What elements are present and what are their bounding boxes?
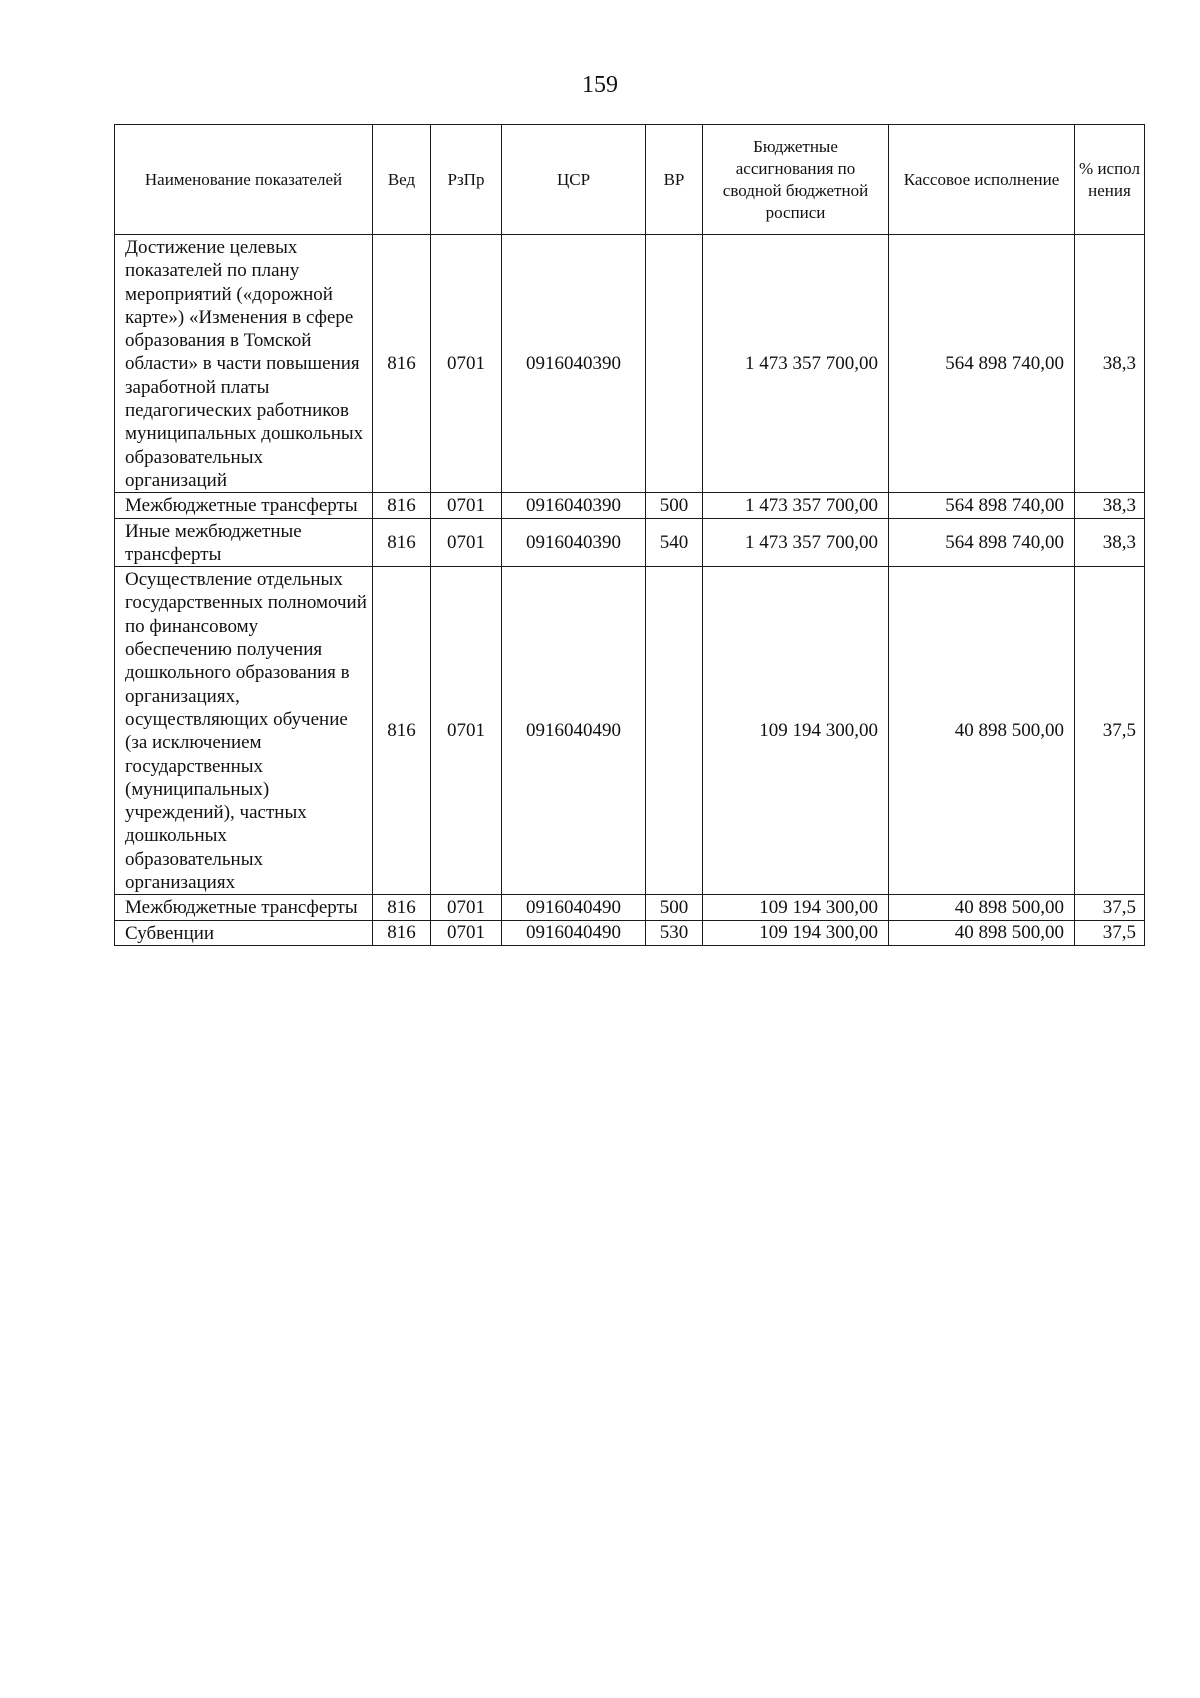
- header-plan: Бюджетные ассигнования по сводной бюджетной росписи: [703, 125, 889, 235]
- cell-plan: 109 194 300,00: [703, 567, 889, 895]
- cell-exec: 564 898 740,00: [889, 493, 1075, 518]
- header-exec: Кассовое исполнение: [889, 125, 1075, 235]
- cell-exec: 564 898 740,00: [889, 518, 1075, 567]
- cell-pct: 37,5: [1075, 920, 1145, 945]
- cell-exec: 40 898 500,00: [889, 895, 1075, 920]
- cell-name: Межбюджетные трансферты: [115, 493, 373, 518]
- table-row: [115, 895, 1145, 920]
- header-pct: % испол нения: [1075, 125, 1145, 235]
- cell-plan: 1 473 357 700,00: [703, 493, 889, 518]
- cell-pct: 37,5: [1075, 567, 1145, 895]
- cell-ved: 816: [373, 493, 431, 518]
- cell-csr: 0916040490: [502, 895, 646, 920]
- header-vr: ВР: [646, 125, 703, 235]
- table-row: [115, 235, 1145, 493]
- cell-ved: 816: [373, 235, 431, 493]
- cell-rzpr: 0701: [431, 567, 502, 895]
- cell-plan: 109 194 300,00: [703, 895, 889, 920]
- cell-name: Осуществление отдельных государственных полномочий по финансовому обеспечению получения дошкольного образования в организациях, осуществляющих обучение (за исключением государственных (муниципальных) учреждений), частных дошкольных образовательных организациях: [115, 567, 373, 895]
- cell-ved: 816: [373, 567, 431, 895]
- table-row: [115, 518, 1145, 567]
- cell-exec: 40 898 500,00: [889, 567, 1075, 895]
- cell-pct: 38,3: [1075, 518, 1145, 567]
- cell-vr: [646, 567, 703, 895]
- header-csr: ЦСР: [502, 125, 646, 235]
- table-row: [115, 920, 1145, 945]
- cell-vr: 540: [646, 518, 703, 567]
- cell-pct: 38,3: [1075, 493, 1145, 518]
- cell-pct: 38,3: [1075, 235, 1145, 493]
- cell-ved: 816: [373, 895, 431, 920]
- page-number: 159: [582, 72, 618, 98]
- cell-rzpr: 0701: [431, 895, 502, 920]
- cell-name: Иные межбюджетные трансферты: [115, 518, 373, 567]
- cell-ved: 816: [373, 920, 431, 945]
- budget-execution-table: [114, 124, 1145, 946]
- cell-csr: 0916040490: [502, 567, 646, 895]
- cell-rzpr: 0701: [431, 235, 502, 493]
- cell-vr: 500: [646, 493, 703, 518]
- cell-csr: 0916040490: [502, 920, 646, 945]
- cell-plan: 1 473 357 700,00: [703, 518, 889, 567]
- cell-exec: 40 898 500,00: [889, 920, 1075, 945]
- cell-name: Межбюджетные трансферты: [115, 895, 373, 920]
- header-ved: Вед: [373, 125, 431, 235]
- cell-csr: 0916040390: [502, 518, 646, 567]
- header-rzpr: РзПр: [431, 125, 502, 235]
- header-name: Наименование показателей: [115, 125, 373, 235]
- table-header-row: [115, 125, 1145, 235]
- cell-vr: 500: [646, 895, 703, 920]
- cell-vr: 530: [646, 920, 703, 945]
- cell-rzpr: 0701: [431, 920, 502, 945]
- cell-csr: 0916040390: [502, 235, 646, 493]
- cell-ved: 816: [373, 518, 431, 567]
- cell-exec: 564 898 740,00: [889, 235, 1075, 493]
- cell-plan: 1 473 357 700,00: [703, 235, 889, 493]
- table-row: [115, 493, 1145, 518]
- cell-rzpr: 0701: [431, 493, 502, 518]
- table-row: [115, 567, 1145, 895]
- cell-pct: 37,5: [1075, 895, 1145, 920]
- cell-plan: 109 194 300,00: [703, 920, 889, 945]
- cell-name: Субвенции: [115, 920, 373, 945]
- cell-csr: 0916040390: [502, 493, 646, 518]
- cell-rzpr: 0701: [431, 518, 502, 567]
- cell-vr: [646, 235, 703, 493]
- cell-name: Достижение целевых показателей по плану мероприятий («дорожной карте») «Изменения в сфере образования в Томской области» в части повышения заработной платы педагогических работников муниципальных дошкольных образовательных организаций: [115, 235, 373, 493]
